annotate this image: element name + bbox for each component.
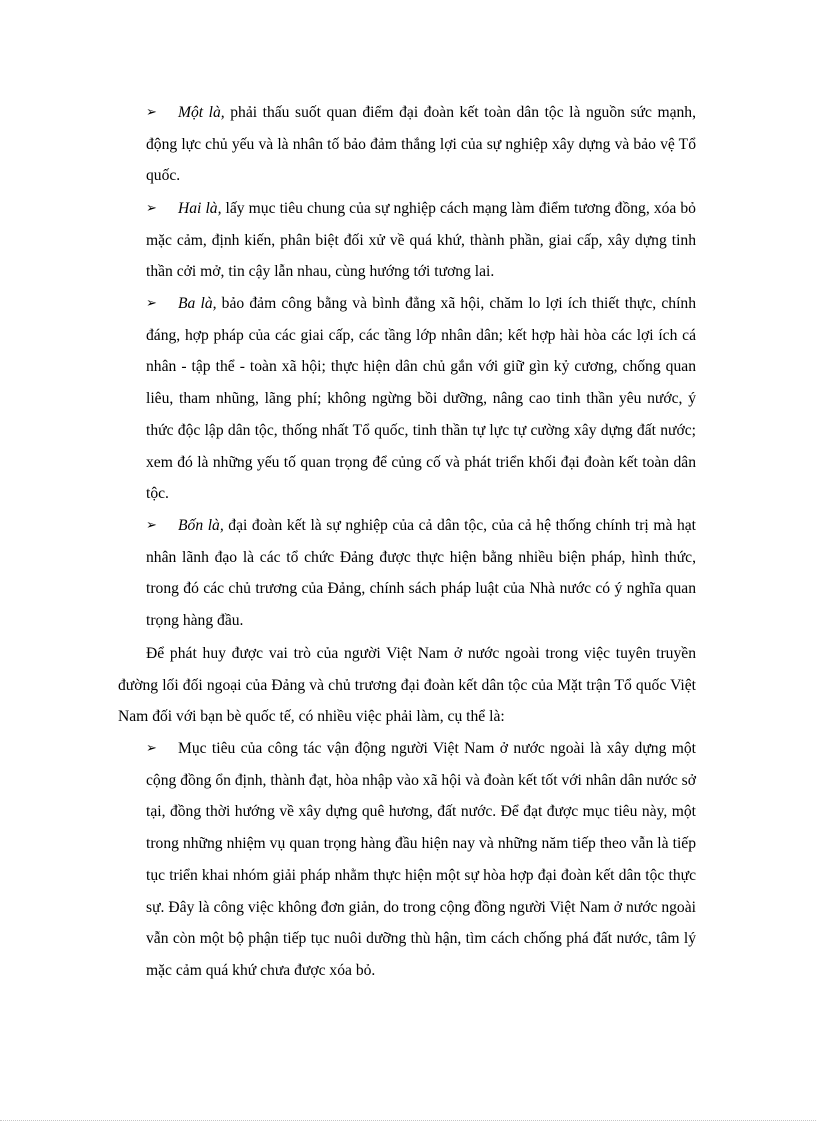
list-item-lead: Ba là, [178,295,217,312]
bullet-arrow-icon: ➢ [146,296,157,311]
list-item-text: Mục tiêu của công tác vận động người Việt Nam ở nước ngoài là xây dựng một cộng đồng ổn định, thành đạt, hòa nhập vào xã hội và đoàn kết tốt với nhân dân nước sở tại, đồng thời hướng về xây dựng quê hương, đất nước. Để đạt được mục tiêu này, một trong những nhiệm vụ quan trọng hàng đầu hiện nay và những năm tiếp theo vẫn là tiếp tục triển khai nhóm giải pháp nhằm thực hiện một sự hòa hợp đại đoàn kết dân tộc thực sự. Đây là công việc không đơn giản, do trong cộng đồng người Việt Nam ở nước ngoài vẫn còn một bộ phận tiếp tục nuôi dưỡng thù hận, tìm cách chống phá đất nước, tâm lý mặc cảm quá khứ chưa được xóa bỏ. [146,740,696,979]
list-item-text: bảo đảm công bằng và bình đẳng xã hội, chăm lo lợi ích thiết thực, chính đáng, hợp pháp của các giai cấp, các tầng lớp nhân dân; kết hợp hài hòa các lợi ích cá nhân - tập thể - toàn xã hội; thực hiện dân chủ gắn với giữ gìn kỷ cương, chống quan liêu, tham nhũng, lãng phí; không ngừng bồi dưỡng, nâng cao tinh thần yêu nước, ý thức độc lập dân tộc, thống nhất Tổ quốc, tinh thần tự lực tự cường xây dựng đất nước; xem đó là những yếu tố quan trọng để củng cố và phát triển khối đại đoàn kết toàn dân tộc. [146,295,696,503]
bullet-arrow-icon: ➢ [146,105,157,120]
list-item-bon-la [146,510,696,637]
list-item-text: đại đoàn kết là sự nghiệp của cả dân tộc, của cả hệ thống chính trị mà hạt nhân lãnh đạo là các tổ chức Đảng được thực hiện bằng nhiều biện pháp, hình thức, trong đó các chủ trương của Đảng, chính sách pháp luật của Nhà nước có ý nghĩa quan trọng hàng đầu. [146,517,697,630]
list-item-text: lấy mục tiêu chung của sự nghiệp cách mạng làm điểm tương đồng, xóa bỏ mặc cảm, định kiến, phân biệt đối xử về quá khứ, thành phần, giai cấp, xây dựng tinh thần cởi mở, tin cậy lẫn nhau, cùng hướng tới tương lai. [146,200,696,281]
bullet-arrow-icon: ➢ [146,201,157,216]
page-bottom-rule [0,1120,816,1121]
list-item-lead: Hai là, [178,200,222,217]
list-item-muc-tieu [146,733,696,987]
list-item-text: phải thấu suốt quan điểm đại đoàn kết toàn dân tộc là nguồn sức mạnh, động lực chủ yếu và là nhân tố bảo đảm thắng lợi của sự nghiệp xây dựng và bảo vệ Tổ quốc. [146,104,696,185]
list-item-mot-la [146,97,696,192]
list-item-lead: Một là, [178,104,225,121]
list-item-ba-la [146,288,696,510]
body-paragraph: Để phát huy được vai trò của người Việt Nam ở nước ngoài trong việc tuyên truyền đường lối đối ngoại của Đảng và chủ trương đại đoàn kết dân tộc của Mặt trận Tổ quốc Việt Nam đối với bạn bè quốc tế, có nhiều việc phải làm, cụ thể là: [118,645,696,726]
bullet-arrow-icon: ➢ [146,741,157,756]
bullet-arrow-icon: ➢ [146,518,157,533]
list-item-lead: Bốn là, [178,517,224,534]
list-item-hai-la [146,193,696,288]
